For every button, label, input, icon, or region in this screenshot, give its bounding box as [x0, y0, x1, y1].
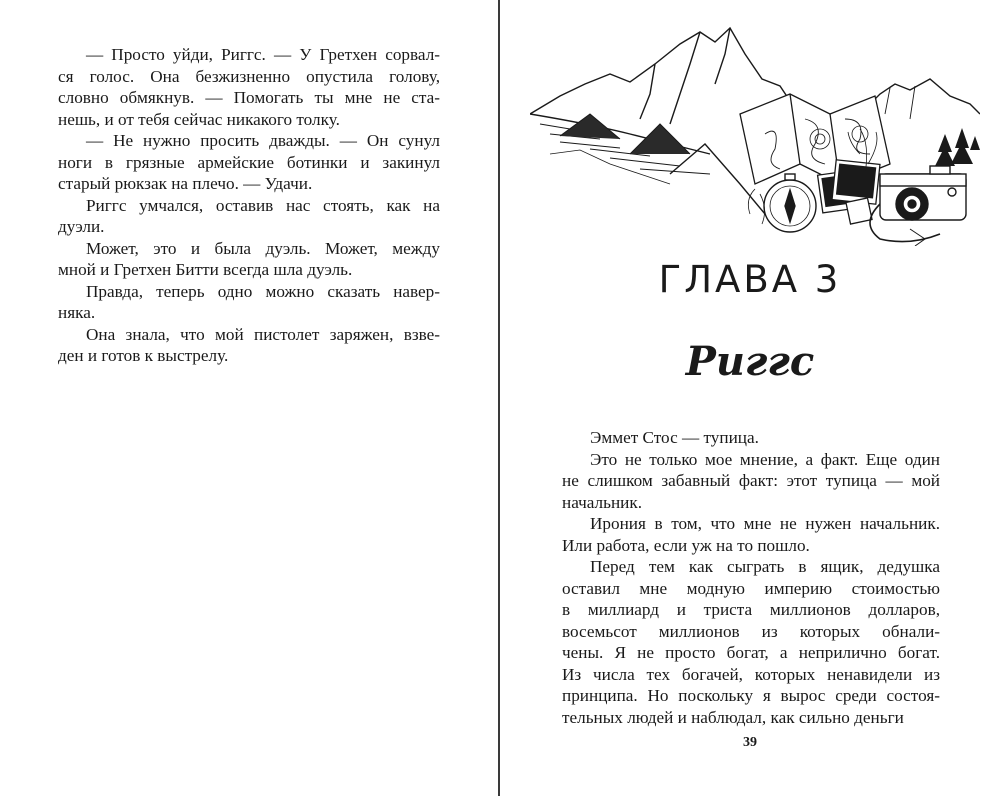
text-line: оставил мне модную империю стоимостью [562, 578, 940, 598]
text-line: словно обмякнув. — Помогать ты мне не ста- [58, 88, 440, 107]
paragraph [58, 281, 440, 324]
chapter-illustration [530, 24, 980, 246]
text-line: не слишком забавный факт: этот тупица — мой [562, 471, 940, 490]
paragraph [58, 195, 440, 238]
chapter-name: Риггс [685, 338, 815, 385]
text-line: мной и Гретхен Битти всегда шла дуэль. [58, 260, 353, 279]
camera-icon [870, 166, 966, 246]
paragraph [562, 513, 940, 556]
text-line: Риггс умчался, оставив нас стоять, как на [86, 195, 440, 215]
page-number: 39 [743, 735, 757, 750]
paragraph [58, 324, 440, 367]
text-line: Эммет Стос — тупица. [590, 428, 759, 447]
paragraph [562, 449, 940, 514]
text-line: в миллиард и триста миллионов долларов, [562, 600, 940, 619]
text-line: Это не только мое мнение, а факт. Еще один [590, 449, 940, 469]
text-line: Правда, теперь одно можно сказать навер- [86, 281, 440, 301]
text-line: ден и готов к выстрелу. [58, 346, 229, 365]
text-line: нешь, и от тебя сейчас никакого толку. [58, 109, 340, 129]
text-line: Может, это и была дуэль. Может, между [86, 238, 440, 258]
compass-icon [764, 174, 816, 232]
text-line: дуэли. [58, 217, 105, 236]
text-line: няка. [58, 303, 96, 322]
text-line: — Не нужно просить дважды. — Он сунул [86, 131, 440, 150]
text-line: ся голос. Она безжизненно опустила голову, [58, 66, 440, 86]
text-line: принципа. Но поскольку я вырос среди состоя- [562, 686, 940, 705]
text-line: Перед тем как сыграть в ящик, дедушка [590, 557, 940, 576]
left-page-text [58, 44, 440, 367]
text-line: ноги в грязные армейские ботинки и закинул [58, 152, 440, 172]
text-line: Из числа тех богачей, которых ненавидели из [562, 664, 940, 684]
text-line: Она знала, что мой пистолет заряжен, взве- [86, 324, 440, 344]
text-line: Ирония в том, что мне не нужен начальник. [590, 514, 940, 533]
paragraph [58, 238, 440, 281]
paragraph [58, 130, 440, 195]
paragraph [58, 44, 440, 130]
text-line: тельных людей и наблюдал, как сильно деньги [562, 707, 904, 727]
text-line: чены. Я не просто богат, а неприлично богат. [562, 643, 940, 662]
paragraph [562, 556, 940, 728]
trees-icon [935, 128, 980, 166]
paragraph [562, 427, 940, 449]
right-page-text [562, 427, 940, 728]
text-line: восемьсот миллионов из которых обнали- [562, 621, 940, 641]
text-line: начальник. [562, 492, 643, 512]
text-line: старый рюкзак на плечо. — Удачи. [58, 174, 313, 193]
text-line: — Просто уйди, Риггс. — У Гретхен сорвал- [86, 45, 440, 64]
text-line: Или работа, если уж на то пошло. [562, 535, 810, 555]
chapter-heading: ГЛАВА 3 [658, 258, 842, 301]
